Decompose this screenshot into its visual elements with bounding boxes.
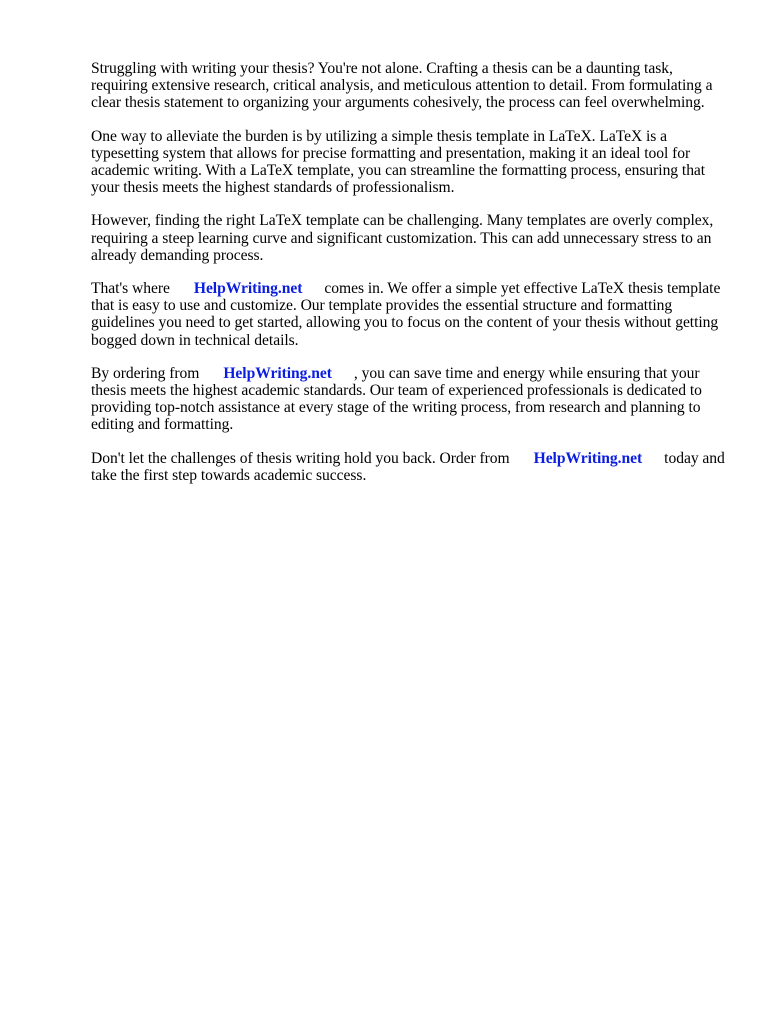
paragraph-latex: One way to alleviate the burden is by utilizing a simple thesis template in LaTeX. LaTeX is a typesetting system that allows for precise formatting and presentation, making it an ideal tool for academic writing. With a LaTeX template, you can streamline the formatting process, ensuring that your thesis meets the highest standards of professionalism.: [91, 127, 706, 197]
paragraph-challenge: However, finding the right LaTeX template can be challenging. Many templates are overly complex, requiring a steep learning curve and significant customization. This can add unnecessary stress to an already demanding process.: [91, 212, 714, 264]
document-page: [91, 60, 731, 500]
paragraph-intro: Struggling with writing your thesis? You're not alone. Crafting a thesis can be a daunting task, requiring extensive research, critical analysis, and meticulous attention to detail. From formulating a clear thesis statement to organizing your arguments cohesively, the process can feel overwhelming.: [91, 60, 713, 112]
helpwriting-link-2[interactable]: HelpWriting.net: [223, 364, 332, 382]
helpwriting-link-3[interactable]: HelpWriting.net: [533, 449, 643, 467]
paragraph-ordering: [91, 365, 731, 434]
paragraph-offer-lead: That's where: [91, 280, 170, 298]
paragraph-closing: [91, 450, 731, 484]
helpwriting-link-1[interactable]: HelpWriting.net: [193, 280, 303, 298]
paragraph-ordering-lead: By ordering from: [91, 364, 200, 382]
paragraph-closing-lead: Don't let the challenges of thesis writing hold you back. Order from: [91, 449, 510, 467]
paragraph-closing-rest: today and take the first step towards academic success.: [91, 449, 725, 484]
paragraph-ordering-rest: , you can save time and energy while ensuring that your thesis meets the highest academic standards. Our team of experienced professionals is dedicated to providing top-notch assistance at every stage of the writing process, from research and planning to editing and formatting.: [91, 364, 702, 434]
paragraph-offer: [91, 280, 731, 349]
paragraph-offer-rest: comes in. We offer a simple yet effective LaTeX thesis template that is easy to use and customize. Our template provides the essential structure and formatting guidelines you need to get started, allowing you to focus on the content of your thesis without getting bogged down in technical details.: [91, 280, 721, 349]
